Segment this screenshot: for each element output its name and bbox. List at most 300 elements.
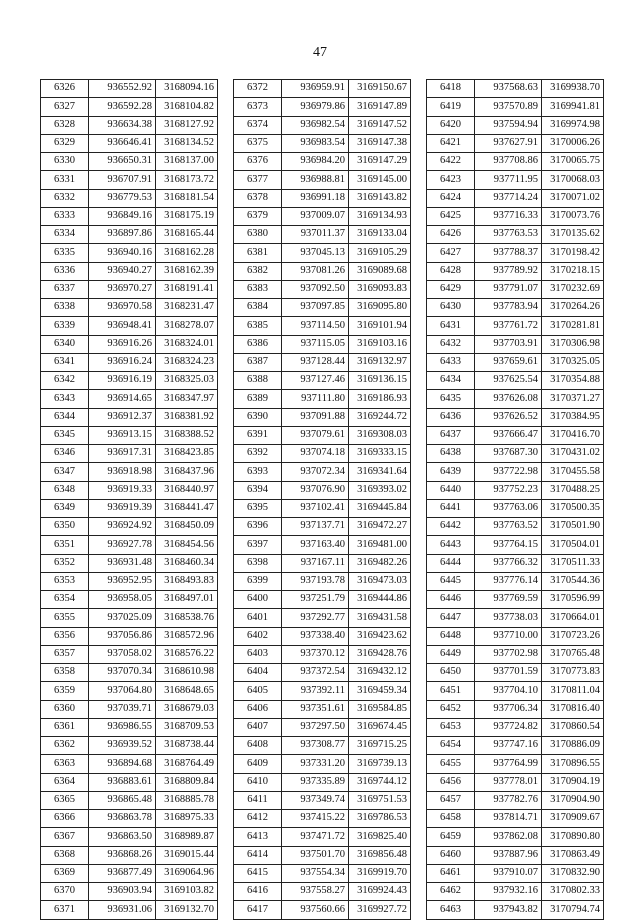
x-coordinate-cell: 937626.08: [475, 390, 542, 408]
point-number-cell: 6386: [234, 335, 282, 353]
point-number-cell: 6371: [41, 901, 89, 919]
point-number-cell: 6434: [427, 372, 475, 390]
point-number-cell: 6411: [234, 791, 282, 809]
x-coordinate-cell: 936863.78: [89, 810, 156, 828]
point-number-cell: 6454: [427, 737, 475, 755]
y-coordinate-cell: 3168162.28: [156, 244, 218, 262]
table-row: [427, 426, 604, 444]
table-row: [234, 810, 411, 828]
x-coordinate-cell: 937752.23: [475, 481, 542, 499]
point-number-cell: 6372: [234, 80, 282, 98]
table-row: [41, 408, 218, 426]
table-row: [234, 463, 411, 481]
y-coordinate-cell: 3169431.58: [349, 609, 411, 627]
x-coordinate-cell: 937081.26: [282, 262, 349, 280]
table-row: [41, 189, 218, 207]
y-coordinate-cell: 3169919.70: [349, 864, 411, 882]
table-row: [234, 536, 411, 554]
y-coordinate-cell: 3170863.49: [542, 846, 604, 864]
point-number-cell: 6441: [427, 499, 475, 517]
table-row: [427, 445, 604, 463]
y-coordinate-cell: 3168104.82: [156, 98, 218, 116]
y-coordinate-cell: 3168388.52: [156, 426, 218, 444]
y-coordinate-cell: 3168497.01: [156, 591, 218, 609]
table-row: [234, 171, 411, 189]
point-number-cell: 6395: [234, 499, 282, 517]
y-coordinate-cell: 3169147.52: [349, 116, 411, 134]
x-coordinate-cell: 937769.59: [475, 591, 542, 609]
x-coordinate-cell: 936979.86: [282, 98, 349, 116]
point-number-cell: 6377: [234, 171, 282, 189]
table-row: [234, 317, 411, 335]
x-coordinate-cell: 937039.71: [89, 700, 156, 718]
y-coordinate-cell: 3169751.53: [349, 791, 411, 809]
table-row: [234, 189, 411, 207]
y-coordinate-cell: 3169103.82: [156, 883, 218, 901]
point-number-cell: 6375: [234, 134, 282, 152]
y-coordinate-cell: 3170384.95: [542, 408, 604, 426]
y-coordinate-cell: 3168450.09: [156, 518, 218, 536]
x-coordinate-cell: 937070.34: [89, 664, 156, 682]
y-coordinate-cell: 3170511.33: [542, 554, 604, 572]
point-number-cell: 6457: [427, 791, 475, 809]
point-number-cell: 6362: [41, 737, 89, 755]
y-coordinate-cell: 3169941.81: [542, 98, 604, 116]
x-coordinate-cell: 937704.10: [475, 682, 542, 700]
y-coordinate-cell: 3170664.01: [542, 609, 604, 627]
y-coordinate-cell: 3168381.92: [156, 408, 218, 426]
point-number-cell: 6451: [427, 682, 475, 700]
point-number-cell: 6406: [234, 700, 282, 718]
point-number-cell: 6430: [427, 299, 475, 317]
table-row: [41, 791, 218, 809]
point-number-cell: 6396: [234, 518, 282, 536]
table-row: [427, 116, 604, 134]
table-row: [41, 718, 218, 736]
y-coordinate-cell: 3169472.27: [349, 518, 411, 536]
table-row: [427, 901, 604, 919]
y-coordinate-cell: 3169445.84: [349, 499, 411, 517]
y-coordinate-cell: 3170431.02: [542, 445, 604, 463]
y-coordinate-cell: 3170416.70: [542, 426, 604, 444]
table-row: [41, 153, 218, 171]
x-coordinate-cell: 936919.39: [89, 499, 156, 517]
table-row: [41, 627, 218, 645]
point-number-cell: 6344: [41, 408, 89, 426]
table-row: [41, 80, 218, 98]
point-number-cell: 6419: [427, 98, 475, 116]
y-coordinate-cell: 3170860.54: [542, 718, 604, 736]
point-number-cell: 6403: [234, 645, 282, 663]
x-coordinate-cell: 936883.61: [89, 773, 156, 791]
point-number-cell: 6429: [427, 280, 475, 298]
x-coordinate-cell: 936650.31: [89, 153, 156, 171]
x-coordinate-cell: 937763.52: [475, 518, 542, 536]
point-number-cell: 6391: [234, 426, 282, 444]
x-coordinate-cell: 936948.41: [89, 317, 156, 335]
x-coordinate-cell: 937292.77: [282, 609, 349, 627]
point-number-cell: 6435: [427, 390, 475, 408]
point-number-cell: 6388: [234, 372, 282, 390]
x-coordinate-cell: 936952.95: [89, 572, 156, 590]
point-number-cell: 6448: [427, 627, 475, 645]
point-number-cell: 6340: [41, 335, 89, 353]
x-coordinate-cell: 937349.74: [282, 791, 349, 809]
point-number-cell: 6343: [41, 390, 89, 408]
x-coordinate-cell: 937761.72: [475, 317, 542, 335]
point-number-cell: 6374: [234, 116, 282, 134]
y-coordinate-cell: 3169134.93: [349, 207, 411, 225]
point-number-cell: 6440: [427, 481, 475, 499]
point-number-cell: 6400: [234, 591, 282, 609]
x-coordinate-cell: 936897.86: [89, 226, 156, 244]
y-coordinate-cell: 3170904.90: [542, 791, 604, 809]
x-coordinate-cell: 937776.14: [475, 572, 542, 590]
y-coordinate-cell: 3170596.99: [542, 591, 604, 609]
table-row: [234, 481, 411, 499]
y-coordinate-cell: 3170488.25: [542, 481, 604, 499]
point-number-cell: 6437: [427, 426, 475, 444]
y-coordinate-cell: 3168989.87: [156, 828, 218, 846]
table-row: [234, 864, 411, 882]
table-row: [234, 499, 411, 517]
table-row: [234, 207, 411, 225]
table-row: [427, 682, 604, 700]
point-number-cell: 6422: [427, 153, 475, 171]
table-row: [427, 463, 604, 481]
x-coordinate-cell: 937338.40: [282, 627, 349, 645]
y-coordinate-cell: 3168610.98: [156, 664, 218, 682]
table-row: [41, 481, 218, 499]
point-number-cell: 6410: [234, 773, 282, 791]
y-coordinate-cell: 3169308.03: [349, 426, 411, 444]
table-row: [427, 134, 604, 152]
table-row: [41, 846, 218, 864]
y-coordinate-cell: 3170501.90: [542, 518, 604, 536]
table-row: [427, 98, 604, 116]
y-coordinate-cell: 3169428.76: [349, 645, 411, 663]
x-coordinate-cell: 937056.86: [89, 627, 156, 645]
x-coordinate-cell: 936707.91: [89, 171, 156, 189]
x-coordinate-cell: 937335.89: [282, 773, 349, 791]
point-number-cell: 6427: [427, 244, 475, 262]
y-coordinate-cell: 3168493.83: [156, 572, 218, 590]
table-row: [427, 80, 604, 98]
y-coordinate-cell: 3169481.00: [349, 536, 411, 554]
x-coordinate-cell: 937788.37: [475, 244, 542, 262]
y-coordinate-cell: 3168437.96: [156, 463, 218, 481]
x-coordinate-cell: 936931.06: [89, 901, 156, 919]
table-row: [234, 299, 411, 317]
y-coordinate-cell: 3169147.29: [349, 153, 411, 171]
table-row: [41, 828, 218, 846]
point-number-cell: 6420: [427, 116, 475, 134]
x-coordinate-cell: 937782.76: [475, 791, 542, 809]
x-coordinate-cell: 937009.07: [282, 207, 349, 225]
table-row: [234, 408, 411, 426]
y-coordinate-cell: 3170232.69: [542, 280, 604, 298]
x-coordinate-cell: 937471.72: [282, 828, 349, 846]
y-coordinate-cell: 3168679.03: [156, 700, 218, 718]
y-coordinate-cell: 3169423.62: [349, 627, 411, 645]
table-row: [41, 682, 218, 700]
point-number-cell: 6407: [234, 718, 282, 736]
point-number-cell: 6360: [41, 700, 89, 718]
table-row: [41, 810, 218, 828]
point-number-cell: 6331: [41, 171, 89, 189]
point-number-cell: 6460: [427, 846, 475, 864]
table-row: [427, 718, 604, 736]
table-row: [427, 791, 604, 809]
x-coordinate-cell: 937659.61: [475, 353, 542, 371]
y-coordinate-cell: 3169924.43: [349, 883, 411, 901]
point-number-cell: 6384: [234, 299, 282, 317]
table-row: [234, 846, 411, 864]
point-number-cell: 6433: [427, 353, 475, 371]
point-number-cell: 6350: [41, 518, 89, 536]
point-number-cell: 6456: [427, 773, 475, 791]
x-coordinate-cell: 937072.34: [282, 463, 349, 481]
x-coordinate-cell: 937554.34: [282, 864, 349, 882]
y-coordinate-cell: 3170065.75: [542, 153, 604, 171]
y-coordinate-cell: 3170264.26: [542, 299, 604, 317]
y-coordinate-cell: 3169333.15: [349, 445, 411, 463]
x-coordinate-cell: 937570.89: [475, 98, 542, 116]
point-number-cell: 6336: [41, 262, 89, 280]
y-coordinate-cell: 3170325.05: [542, 353, 604, 371]
table-row: [41, 864, 218, 882]
table-row: [234, 791, 411, 809]
table-row: [41, 591, 218, 609]
x-coordinate-cell: 937392.11: [282, 682, 349, 700]
point-number-cell: 6341: [41, 353, 89, 371]
point-number-cell: 6382: [234, 262, 282, 280]
point-number-cell: 6381: [234, 244, 282, 262]
x-coordinate-cell: 937308.77: [282, 737, 349, 755]
point-number-cell: 6335: [41, 244, 89, 262]
table-row: [234, 262, 411, 280]
x-coordinate-cell: 937702.98: [475, 645, 542, 663]
x-coordinate-cell: 937114.50: [282, 317, 349, 335]
y-coordinate-cell: 3170723.26: [542, 627, 604, 645]
y-coordinate-cell: 3170816.40: [542, 700, 604, 718]
point-number-cell: 6358: [41, 664, 89, 682]
y-coordinate-cell: 3170904.19: [542, 773, 604, 791]
point-number-cell: 6348: [41, 481, 89, 499]
y-coordinate-cell: 3169136.15: [349, 372, 411, 390]
table-row: [234, 901, 411, 919]
y-coordinate-cell: 3169786.53: [349, 810, 411, 828]
point-number-cell: 6369: [41, 864, 89, 882]
x-coordinate-cell: 936940.27: [89, 262, 156, 280]
y-coordinate-cell: 3170071.02: [542, 189, 604, 207]
point-number-cell: 6352: [41, 554, 89, 572]
coordinate-table-2: [233, 79, 411, 920]
table-row: [234, 718, 411, 736]
table-row: [427, 408, 604, 426]
y-coordinate-cell: 3168538.76: [156, 609, 218, 627]
point-number-cell: 6447: [427, 609, 475, 627]
x-coordinate-cell: 936918.98: [89, 463, 156, 481]
point-number-cell: 6385: [234, 317, 282, 335]
x-coordinate-cell: 937163.40: [282, 536, 349, 554]
point-number-cell: 6354: [41, 591, 89, 609]
point-number-cell: 6413: [234, 828, 282, 846]
y-coordinate-cell: 3168441.47: [156, 499, 218, 517]
point-number-cell: 6428: [427, 262, 475, 280]
point-number-cell: 6389: [234, 390, 282, 408]
y-coordinate-cell: 3168175.19: [156, 207, 218, 225]
x-coordinate-cell: 936849.16: [89, 207, 156, 225]
point-number-cell: 6442: [427, 518, 475, 536]
table-row: [427, 810, 604, 828]
table-row: [427, 262, 604, 280]
point-number-cell: 6333: [41, 207, 89, 225]
page-number: 47: [313, 45, 327, 60]
table-row: [234, 116, 411, 134]
table-row: [41, 700, 218, 718]
y-coordinate-cell: 3168325.03: [156, 372, 218, 390]
x-coordinate-cell: 937064.80: [89, 682, 156, 700]
table-row: [427, 335, 604, 353]
y-coordinate-cell: 3168648.65: [156, 682, 218, 700]
x-coordinate-cell: 937747.16: [475, 737, 542, 755]
x-coordinate-cell: 936984.20: [282, 153, 349, 171]
table-row: [234, 591, 411, 609]
table-row: [427, 390, 604, 408]
point-number-cell: 6392: [234, 445, 282, 463]
table-row: [427, 518, 604, 536]
table-row: [427, 645, 604, 663]
point-number-cell: 6383: [234, 280, 282, 298]
x-coordinate-cell: 936877.49: [89, 864, 156, 882]
table-row: [41, 426, 218, 444]
point-number-cell: 6397: [234, 536, 282, 554]
table-row: [427, 189, 604, 207]
point-number-cell: 6459: [427, 828, 475, 846]
y-coordinate-cell: 3169744.12: [349, 773, 411, 791]
y-coordinate-cell: 3170354.88: [542, 372, 604, 390]
x-coordinate-cell: 937778.01: [475, 773, 542, 791]
table-row: [427, 773, 604, 791]
point-number-cell: 6404: [234, 664, 282, 682]
point-number-cell: 6416: [234, 883, 282, 901]
y-coordinate-cell: 3170006.26: [542, 134, 604, 152]
table-row: [427, 572, 604, 590]
point-number-cell: 6339: [41, 317, 89, 335]
y-coordinate-cell: 3169015.44: [156, 846, 218, 864]
table-row: [41, 134, 218, 152]
x-coordinate-cell: 936917.31: [89, 445, 156, 463]
x-coordinate-cell: 937716.33: [475, 207, 542, 225]
x-coordinate-cell: 937711.95: [475, 171, 542, 189]
table-row: [41, 755, 218, 773]
y-coordinate-cell: 3169341.64: [349, 463, 411, 481]
table-row: [41, 883, 218, 901]
x-coordinate-cell: 937251.79: [282, 591, 349, 609]
x-coordinate-cell: 936592.28: [89, 98, 156, 116]
y-coordinate-cell: 3170811.04: [542, 682, 604, 700]
point-number-cell: 6342: [41, 372, 89, 390]
point-number-cell: 6361: [41, 718, 89, 736]
x-coordinate-cell: 936958.05: [89, 591, 156, 609]
x-coordinate-cell: 936988.81: [282, 171, 349, 189]
point-number-cell: 6426: [427, 226, 475, 244]
y-coordinate-cell: 3170890.80: [542, 828, 604, 846]
x-coordinate-cell: 937910.07: [475, 864, 542, 882]
x-coordinate-cell: 937558.27: [282, 883, 349, 901]
x-coordinate-cell: 937128.44: [282, 353, 349, 371]
table-row: [427, 591, 604, 609]
table-row: [41, 901, 218, 919]
x-coordinate-cell: 937764.99: [475, 755, 542, 773]
table-row: [234, 280, 411, 298]
x-coordinate-cell: 937025.09: [89, 609, 156, 627]
x-coordinate-cell: 936927.78: [89, 536, 156, 554]
x-coordinate-cell: 937814.71: [475, 810, 542, 828]
point-number-cell: 6370: [41, 883, 89, 901]
table-row: [41, 518, 218, 536]
x-coordinate-cell: 937111.80: [282, 390, 349, 408]
table-row: [41, 499, 218, 517]
table-row: [234, 700, 411, 718]
point-number-cell: 6349: [41, 499, 89, 517]
point-number-cell: 6458: [427, 810, 475, 828]
x-coordinate-cell: 936779.53: [89, 189, 156, 207]
table-row: [41, 317, 218, 335]
point-number-cell: 6351: [41, 536, 89, 554]
y-coordinate-cell: 3170832.90: [542, 864, 604, 882]
y-coordinate-cell: 3168278.07: [156, 317, 218, 335]
y-coordinate-cell: 3169674.45: [349, 718, 411, 736]
point-number-cell: 6326: [41, 80, 89, 98]
table-row: [234, 828, 411, 846]
point-number-cell: 6423: [427, 171, 475, 189]
point-number-cell: 6432: [427, 335, 475, 353]
y-coordinate-cell: 3169186.93: [349, 390, 411, 408]
y-coordinate-cell: 3169974.98: [542, 116, 604, 134]
table-row: [41, 445, 218, 463]
y-coordinate-cell: 3170544.36: [542, 572, 604, 590]
x-coordinate-cell: 936912.37: [89, 408, 156, 426]
point-number-cell: 6364: [41, 773, 89, 791]
point-number-cell: 6368: [41, 846, 89, 864]
point-number-cell: 6330: [41, 153, 89, 171]
table-row: [234, 244, 411, 262]
point-number-cell: 6409: [234, 755, 282, 773]
y-coordinate-cell: 3170886.09: [542, 737, 604, 755]
point-number-cell: 6356: [41, 627, 89, 645]
x-coordinate-cell: 936940.16: [89, 244, 156, 262]
table-row: [427, 700, 604, 718]
table-row: [427, 353, 604, 371]
table-row: [234, 390, 411, 408]
point-number-cell: 6463: [427, 901, 475, 919]
table-row: [41, 280, 218, 298]
point-number-cell: 6329: [41, 134, 89, 152]
table-row: [427, 755, 604, 773]
point-number-cell: 6367: [41, 828, 89, 846]
table-row: [41, 664, 218, 682]
table-row: [427, 207, 604, 225]
point-number-cell: 6393: [234, 463, 282, 481]
table-row: [234, 226, 411, 244]
table-row: [41, 335, 218, 353]
y-coordinate-cell: 3170455.58: [542, 463, 604, 481]
table-row: [41, 299, 218, 317]
table-row: [41, 372, 218, 390]
x-coordinate-cell: 936868.26: [89, 846, 156, 864]
